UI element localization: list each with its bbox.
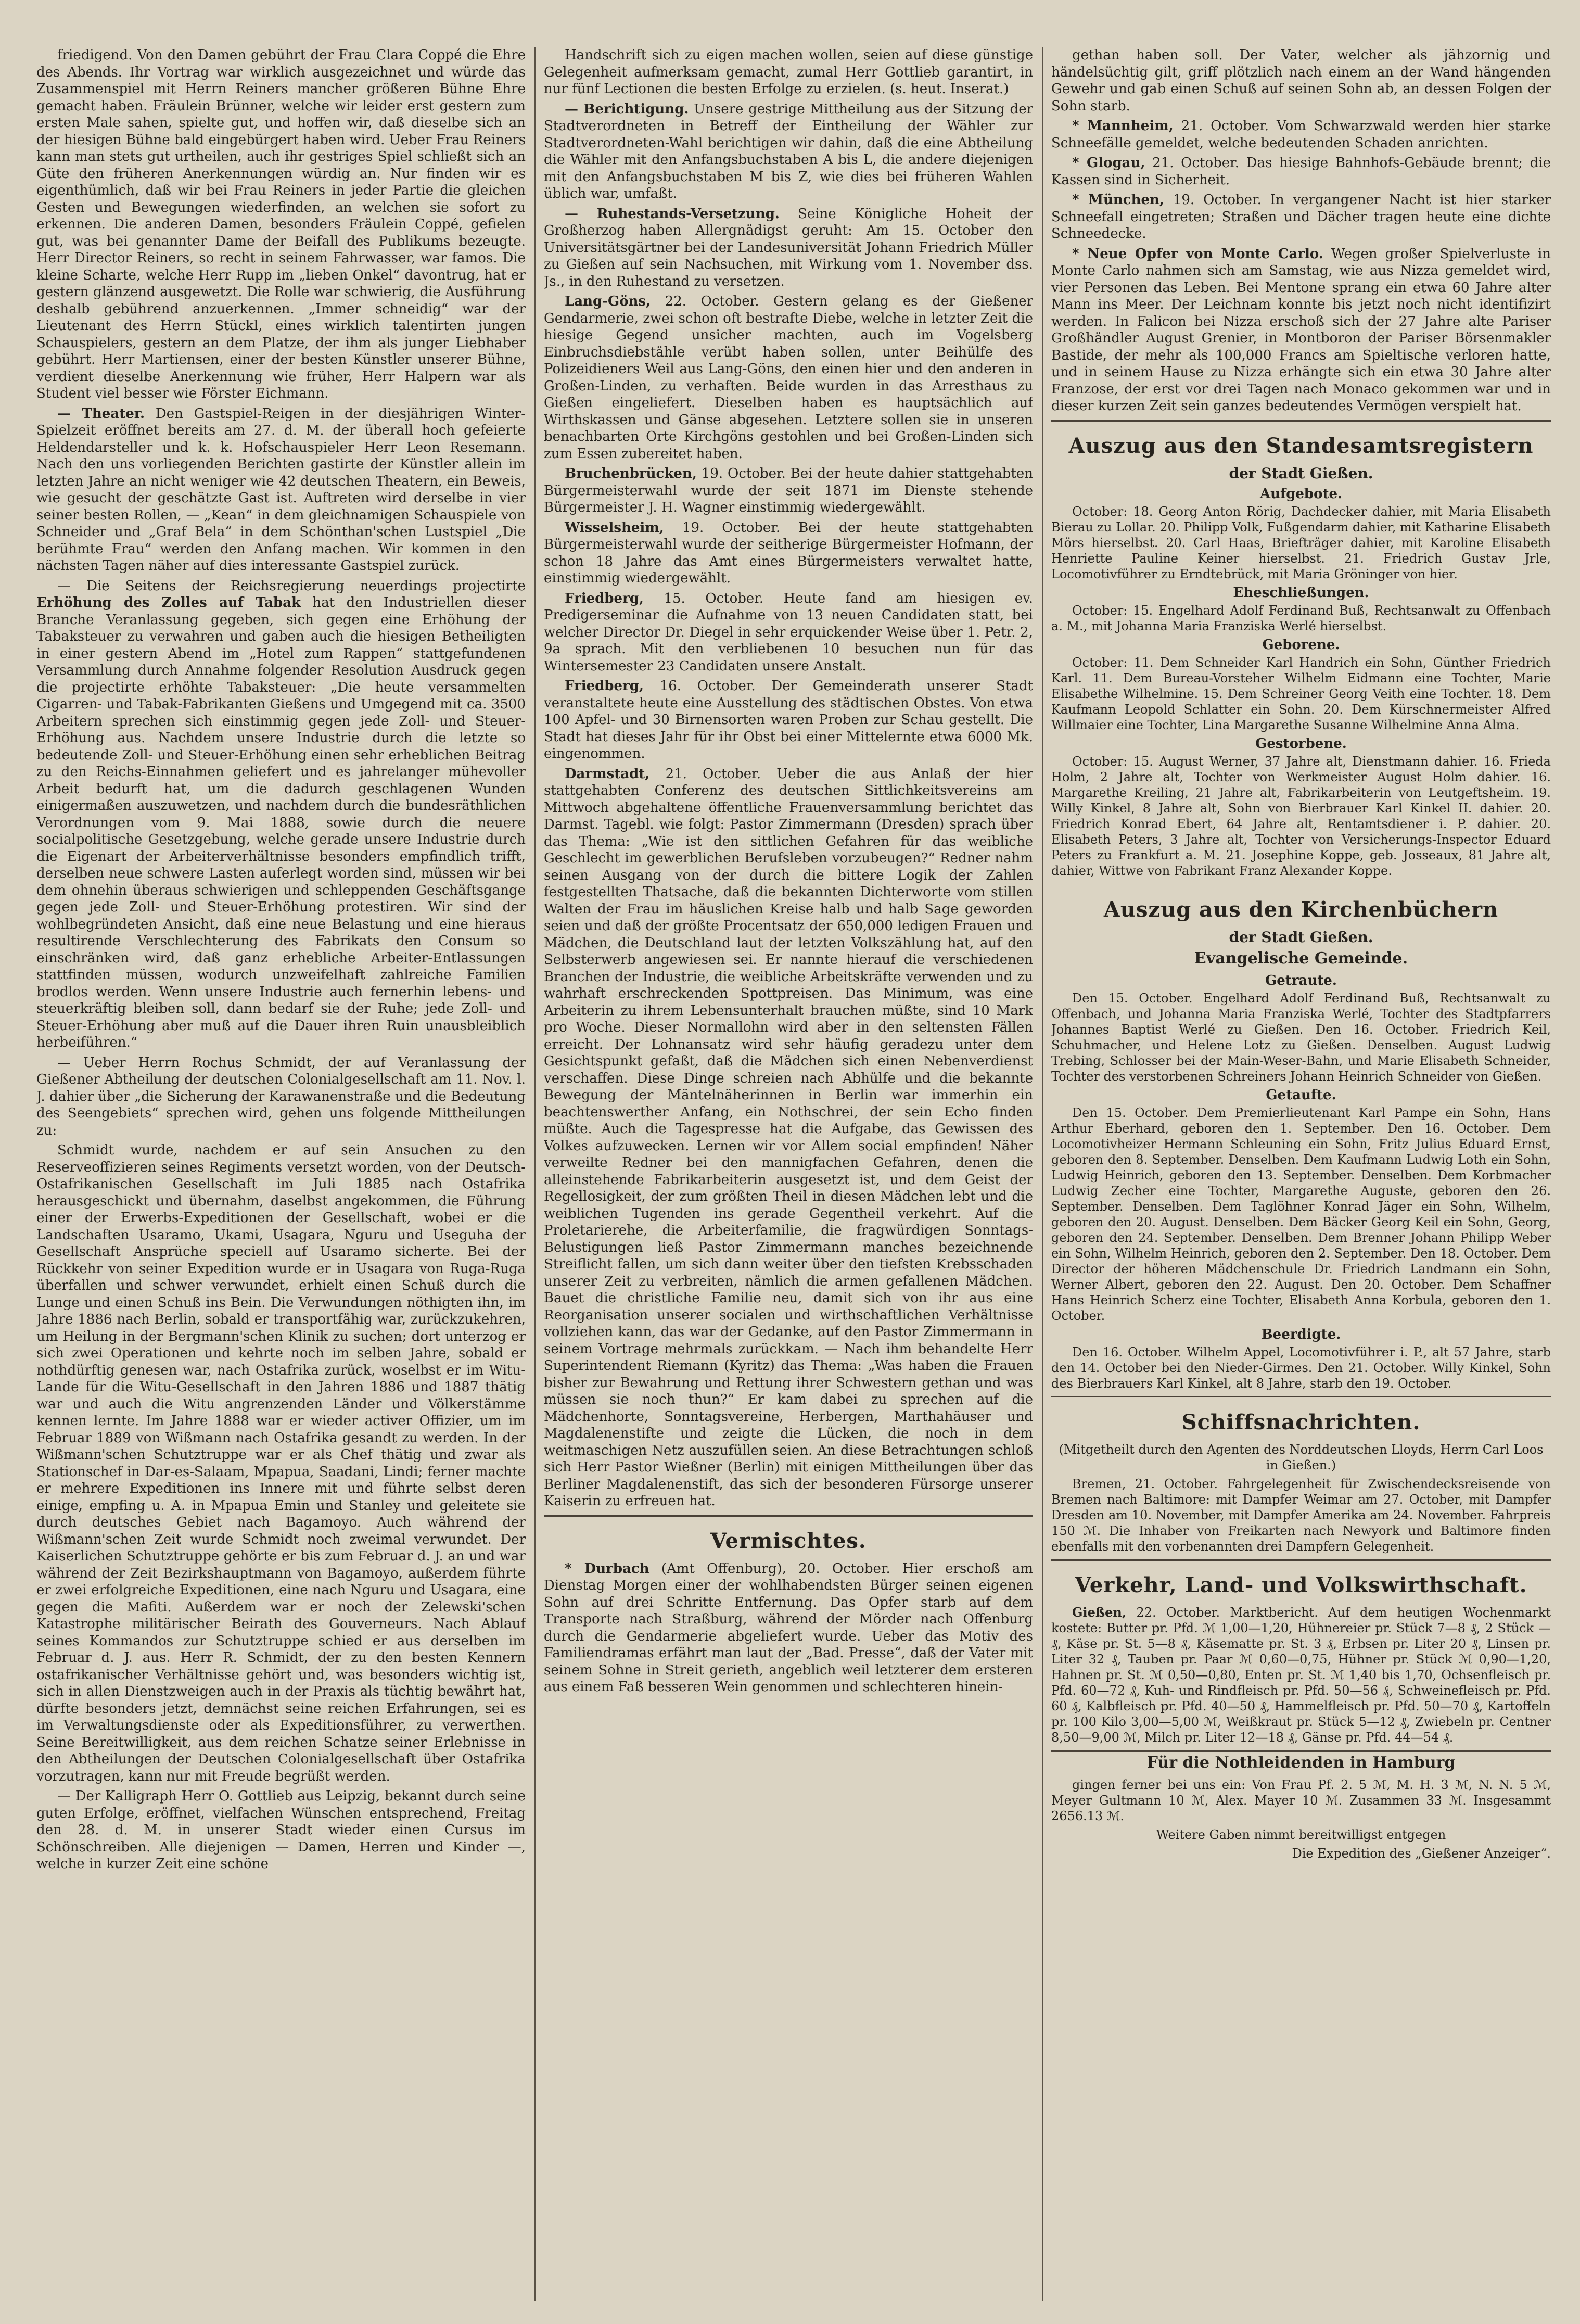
section-heading: Schiffsnachrichten.: [1181, 1409, 1421, 1434]
article-text: 22. October. Gestern gelang es der Gießener Gendarmerie, zwei schon oft bestrafte Diebe, welche in letzter Zeit die hiesige Gegend unsicher machten, auch im Vogelsberg Einbruchsdiebstähle verübt haben sollen, unter Beihülfe des Polizeidieners Weil aus Lang-Göns, den einen hier und den anderen in Großen-Linden, zu verhaften. Beide wurden in das Arresthaus zu Gießen eingeliefert. Dieselben haben es hauptsächlich auf Wirthskassen und Gänse abgesehen. Letztere sollen sie in unseren benachbarten Orte Kirchgöns gestohlen und bei Großen-Linden sich zum Essen zubereitet haben.: [544, 294, 1033, 462]
article-lead: — Ruhestands-Versetzung.: [565, 206, 780, 222]
section-heading: Vermischtes.: [710, 1528, 867, 1553]
article-paragraph: friedigend. Von den Damen gebührt der Frau Clara Coppé die Ehre des Abends. Ihr Vortrag war wirklich ausgezeichnet und würde das Zusammenspiel mit Herrn Reiners mancher größeren Bühne Ehre gemacht haben. Fräulein Brünner, welche wir leider erst gestern zum ersten Male sahen, spielte gut, und hoffen wir, daß dieselbe sich an der hiesigen Bühne bald eingebürgert haben wird. Ueber Frau Reiners kann man stets gut urtheilen, auch ihr gestriges Spiel schließt sich an Güte den früheren Anerkennungen würdig an. Nur finden wir es eigenthümlich, daß wir bei Frau Reiners in jeder Partie die gleichen Gesten und Bewegungen wiederfinden, an welchen sie sofort zu erkennen. Die anderen Damen, besonders Fräulein Coppé, gefielen gut, was bei genannter Dame der Beifall des Publikums bezeugte. Herr Director Reiners, so recht in seinem Fahrwasser, war famos. Die kleine Scharte, welche Herr Rupp im „lieben Onkel“ davontrug, hat er gestern glänzend ausgewetzt. Die Rolle war schwierig, die Ausführung deshalb gebührend anzuerkennen. „Immer schneidig“ war der Lieutenant des Herrn Stückl, eines wirklich talentirten jungen Schauspielers, gestern an dem Platze, der ihm als junger Liebhaber gebührt. Herr Martiensen, einer der besten Künstler unserer Bühne, verdient dieselbe Anerkennung wie früher, Herr Halpern war als Student viel besser wie Förster Eichmann.: [36, 47, 526, 401]
section-kirchenbuecher: [1051, 884, 1551, 1391]
article-lead: — Berichtigung.: [565, 101, 689, 117]
register-entry: October: 15. August Werner, 37 Jahre alt, Dienstmann dahier. 16. Frieda Holm, 2 Jahre alt, Tochter von Werkmeister August Holm dahier. 16. Margarethe Kreiling, 21 Jahre alt, Fabrikarbeiterin von Leutgeftsheim. 19. Willy Kinkel, 8 Jahre alt, Sohn von Bierbrauer Karl Kinkel II. dahier. 20. Friedrich Konrad Ebert, 64 Jahre alt, Rentamtsdiener i. P. dahier. 20. Elisabeth Peters, 3 Jahre alt, Tochter von Versicherungs-Inspector Eduard Peters zu Frankfurt a. M. 21. Josephine Koppe, geb. Josseaux, 81 Jahre alt, dahier, Wittwe von Fabrikant Franz Alexander Koppe.: [1051, 754, 1551, 878]
article-paragraph: [544, 766, 1033, 1510]
article-paragraph: [544, 519, 1033, 587]
category-heading: Getraute.: [1265, 972, 1337, 988]
article-paragraph: [1051, 118, 1551, 151]
category-heading: Eheschließungen.: [1233, 585, 1369, 601]
column-2: [544, 47, 1033, 2301]
article-paragraph: [1051, 1605, 1551, 1745]
article-lead: Friedberg,: [565, 678, 644, 694]
article-text: 21. October. Das hiesige Bahnhofs-Gebäude brennt; die Kassen sind in Sicherheit.: [1051, 155, 1551, 188]
section-heading: Auszug aus den Standesamtsregistern: [1068, 433, 1534, 458]
article-paragraph: gingen ferner bei uns ein: Von Frau Pf. 2. 5 ℳ, M. H. 3 ℳ, N. N. 5 ℳ, Meyer Gultmann 10 ℳ, Alex. Mayer 10 ℳ. Zusammen 33 ℳ. Insgesammt 2656.13 ℳ.: [1051, 1777, 1551, 1823]
article-lead: Friedberg,: [565, 590, 644, 606]
section-heading: Auszug aus den Kirchenbüchern: [1103, 897, 1499, 922]
register-entry: October: 15. Engelhard Adolf Ferdinand Buß, Rechtsanwalt zu Offenbach a. M., mit Johanna Maria Franziska Werlé hierselbst.: [1051, 603, 1551, 633]
article-paragraph: [544, 465, 1033, 516]
article-text: 19. October. Bei der heute dahier stattgehabten Bürgermeisterwahl wurde der seit 1871 im Dienste stehende Bürgermeister J. H. Wagner einstimmig wiedergewählt.: [544, 466, 1033, 515]
article-paragraph: [544, 590, 1033, 675]
article-text: 22. October. Marktbericht. Auf dem heutigen Wochenmarkt kostete: Butter pr. Pfd. ℳ 1,00—1,20, Hühnereier pr. Stück 7—8 ₰, 2 Stück — ₰, Käse pr. St. 5—8 ₰, Käsematte pr. St. 3 ₰, Erbsen pr. Liter 20 ₰, Linsen pr. Liter 32 ₰, Tauben pr. Paar ℳ 0,60—0,75, Hühner pr. Stück ℳ 0,90—1,20, Hahnen pr. St. ℳ 0,50—0,80, Enten pr. St. ℳ 1,40 bis 1,70, Ochsenfleisch pr. Pfd. 60—72 ₰, Kuh- und Rindfleisch pr. Pfd. 50—56 ₰, Schweinefleisch pr. Pfd. 60 ₰, Kalbfleisch pr. Pfd. 40—50 ₰, Hammelfleisch pr. Pfd. 50—70 ₰, Kartoffeln pr. 100 Kilo 3,00—5,00 ℳ, Weißkraut pr. Stück 5—12 ₰, Zwiebeln pr. Centner 8,50—9,00 ℳ, Milch pr. Liter 12—18 ₰, Gänse pr. Pfd. 44—54 ₰.: [1051, 1605, 1551, 1745]
article-paragraph: [1051, 246, 1551, 415]
article-paragraph: [544, 293, 1033, 462]
article-lead: * Durbach: [565, 1560, 649, 1577]
article-lead: Lang-Göns,: [565, 294, 651, 309]
category-heading: Geborene.: [1262, 637, 1340, 653]
article-lead: * Mannheim,: [1072, 118, 1174, 134]
article-paragraph: Handschrift sich zu eigen machen wollen, seien auf diese günstige Gelegenheit aufmerksam gemacht, zumal Herr Gottlieb garantirt, in nur fünf Lectionen die besten Erfolge zu erzielen. (s. heut. Inserat.): [544, 47, 1033, 97]
category-heading: Getaufte.: [1266, 1087, 1336, 1103]
article-text: (Amt Offenburg), 20. October. Hier erschoß am Dienstag Morgen einer der wohlhabendsten Bürger seinen eigenen Sohn auf drei Schritte Entfernung. Das Opfer starb auf dem Transporte nach Straßburg, während der Mörder nach Offenburg durch die Gendarmerie abgeliefert wurde. Ueber das Motiv des Familiendramas erfährt man laut der „Bad. Presse“, daß der Vater mit seinem Sohne in Streit gerieth, angeblich weil letzterer dem ersteren aus einem Faß besseren Wein genommen und schlechteren hinein-: [544, 1560, 1033, 1695]
article-lead: Erhöhung des Zolles auf Tabak: [36, 595, 301, 611]
section-heading: Für die Nothleidenden in Hamburg: [1146, 1753, 1456, 1772]
column-1: [36, 47, 526, 2301]
closing-line: Weitere Gaben nimmt bereitwilligst entgegen: [1156, 1827, 1446, 1842]
article-paragraph: — Ueber Herrn Rochus Schmidt, der auf Veranlassung der Gießener Abtheilung der deutschen Colonialgesellschaft am 11. Nov. l. J. dahier über „die Sicherung der Karawanenstraße und die Bedeutung des Seengebiets“ sprechen wird, gehen uns folgende Mittheilungen zu:: [36, 1055, 526, 1138]
article-paragraph: [544, 101, 1033, 202]
article-lead: * Glogau,: [1072, 155, 1145, 171]
section-subheading: der Stadt Gießen.: [1229, 928, 1373, 946]
article-text: Den Gastspiel-Reigen in der diesjährigen Winter-Spielzeit eröffnet bereits am 27. d. M. der überall hoch gefeierte Heldendarsteller und k. k. Hofschauspieler Herr Leon Resemann. Nach den uns vorliegenden Berichten gastirte der Künstler allein im letzten Jahre an nicht weniger wie 42 deutschen Theatern, ein Beweis, wie gesucht der geschätzte Gast ist. Auftreten wird derselbe in vier seiner besten Rollen, — „Kean“ in dem gleichnamigen Schauspiele von Schneider und „Graf Bela“ in dem Schönthan'schen Lustspiel „Die berühmte Frau“ werden den Anfang machen. Wir kommen in den nächsten Tagen näher auf dies interessante Gastspiel zurück.: [36, 405, 526, 574]
article-paragraph: [544, 206, 1033, 290]
register-entry: Den 16. October. Wilhelm Appel, Locomotivführer i. P., alt 57 Jahre, starb den 14. October bei den Nieder-Girmes. Den 21. October. Willy Kinkel, Sohn des Bierbrauers Karl Kinkel, alt 8 Jahre, starb den 19. October.: [1051, 1344, 1551, 1391]
signature: Die Expedition des „Gießener Anzeiger“.: [1292, 1846, 1551, 1861]
article-lead: * Neue Opfer von Monte Carlo.: [1072, 246, 1323, 262]
section-note: (Mitgetheilt durch den Agenten des Norddeutschen Lloyds, Herrn Carl Loos in Gießen.): [1059, 1442, 1544, 1472]
category-heading: Gestorbene.: [1255, 735, 1347, 752]
article-text: Seine Königliche Hoheit der Großherzog haben Allergnädigst geruht: Am 15. October den Universitätsgärtner bei der Landesuniversität Johann Friedrich Müller zu Gießen auf sein Nachsuchen, mit Wirkung vom 1. November dss. Js., in den Ruhestand zu versetzen.: [544, 206, 1033, 289]
article-paragraph: Schmidt wurde, nachdem er auf sein Ansuchen zu den Reserveoffizieren seines Regiments versetzt worden, von der Deutsch-Ostafrikanischen Gesellschaft im Juli 1885 nach Ostafrika herausgeschickt und übernahm, daselbst angekommen, die Führung einer der Erwerbs-Expeditionen der Gesellschaft, wobei er die Landschaften Usaramo, Ukami, Usagara, Nguru und Useguha der Gesellschaft Ansprüche speciell auf Usaramo sicherte. Bei der Rückkehr von seiner Expedition wurde er in Usagara von Ruga-Ruga überfallen und schwer verwundet, erhielt einen Schuß durch die Lunge und einen Schuß ins Bein. Die Verwundungen nöthigten ihn, im Jahre 1886 nach Berlin, sobald er transportfähig war, zurückzukehren, um Heilung in der Bergmann'schen Klinik zu suchen; dort unterzog er sich zwei Operationen und kehrte noch im selben Jahre, sobald er nothdürftig genesen war, nach Ostafrika zurück, woselbst er im Witu-Lande für die Witu-Gesellschaft in den Jahren 1886 und 1887 thätig war und auch die Witu angrenzenden Länder und Völkerstämme kennen lernte. Im Jahre 1888 war er wieder activer Offizier, um im Februar 1889 von Wißmann nach Ostafrika gesandt zu werden. In der Wißmann'schen Schutztruppe war er als Chef thätig und zwar als Stationschef in Dar-es-Salaam, Mpapua, Saadani, Lindi; ferner machte er mehrere Expeditionen ins Innere mit und führte selbst deren einige, empfing u. A. in Mpapua Emin und Stanley und geleitete sie durch deutsches Gebiet nach Bagamoyo. Auch während der Wißmann'schen Zeit wurde Schmidt noch zweimal verwundet. Der Kaiserlichen Schutztruppe gehörte er bis zum Februar d. J. an und war während der Zeit Bezirkshauptmann von Bagamoyo, außerdem führte er zwei erfolgreiche Expeditionen, eine nach Nguru und Usagara, eine gegen die Mafiti. Außerdem war er noch der Zelewski'schen Katastrophe militärischer Beirath des Gouverneurs. Nach Ablauf seines Kommandos zur Schutztruppe schied er aus derselben im Februar d. J. aus. Herr R. Schmidt, der zu den besten Kennern ostafrikanischer Verhältnisse gehört und, was besonders wichtig ist, sich in allen Dienstzweigen auch in der Praxis als tüchtig bewährt hat, dürfte besonders jetzt, demnächst seine reichen Erfahrungen, sei es im Verwaltungsdienste oder als Expeditionsführer, zu verwerthen. Seine Bereitwilligkeit, aus dem reichen Schatze seiner Erlebnisse in den Abtheilungen der Deutschen Colonialgesellschaft über Ostafrika vorzutragen, kann nur mit Freude begrüßt werden.: [36, 1142, 526, 1784]
article-paragraph: Bremen, 21. October. Fahrgelegenheit für Zwischendecksreisende von Bremen nach Baltimore: mit Dampfer Weimar am 27. October, mit Dampfer Dresden am 10. November, mit Dampfer Amerika am 24. November. Fahrpreis 150 ℳ. Die Inhaber von Freikarten nach Newyork und Baltimore finden ebenfalls mit den vorbenannten drei Dampfern Gelegenheit.: [1051, 1476, 1551, 1554]
column-rule-2: [1042, 47, 1043, 2301]
register-entry: Den 15. October. Engelhard Adolf Ferdinand Buß, Rechtsanwalt zu Offenbach, und Johanna Maria Franziska Werlé, Tochter des Stadtpfarrers Johannes Baptist Werlé zu Gießen. Den 16. October. Friedrich Keil, Schuhmacher, und Helene Lotz zu Gießen. Denselben. August Ludwig Trebing, Schlosser bei der Main-Weser-Bahn, und Marie Elisabeth Schneider, Tochter des verstorbenen Schreiners Johann Heinrich Schneider von Gießen.: [1051, 990, 1551, 1084]
article-paragraph: [544, 678, 1033, 763]
article-text: Unsere gestrige Mittheilung aus der Sitzung der Stadtverordneten in Betreff der Eintheilung der Wähler zur Stadtverordneten-Wahl berichtigen wir dahin, daß die eine Abtheilung die Wähler mit den Anfangsbuchstaben A bis L, die andere diejenigen mit den Anfangsbuchstaben M bis Z, wie dies bei früheren Wahlen üblich war, umfaßt.: [544, 101, 1033, 201]
article-paragraph: gethan haben soll. Der Vater, welcher als jähzornig und händelsüchtig gilt, griff plötzlich nach einem an der Wand hängenden Gewehr und gab einen Schuß auf seinen Sohn ab, an dessen Folgen der Sohn starb.: [1051, 47, 1551, 114]
article-paragraph: [1051, 192, 1551, 243]
section-heading: Verkehr, Land- und Volkswirthschaft.: [1075, 1572, 1527, 1597]
article-paragraph: [1051, 155, 1551, 188]
article-text: hat den Industriellen dieser Branche Veranlassung gegeben, sich gegen eine Erhöhung der Tabaksteuer zu verwahren und gaben auch die hiesigen Betheiligten in einer gestern Abend im „Hotel zum Rappen“ stattgefundenen Versammlung durch Annahme folgender Resolution Ausdruck gegen die projectirte erhöhte Tabaksteuer: „Die heute versammelten Cigarren- und Tabak-Fabrikanten Gießens und Umgegend mit ca. 3500 Arbeitern sprechen sich einstimmig gegen jede Zoll- und Steuer-Erhöhung aus. Nachdem unsere Industrie durch die letzte so bedeutende Zoll- und Steuer-Erhöhung einen sehr erheblichen Beitrag zu den Reichs-Einnahmen geliefert und es jahrelanger mühevoller Arbeit bedurft hat, um die dadurch geschlagenen Wunden einigermaßen auszuwetzen, und nachdem durch die bundesräthlichen Verordnungen vom 9. Mai 1888, sowie durch die neuere socialpolitische Gesetzgebung, welche gerade unsere Industrie durch die Eigenart der Arbeiterverhältnisse besonders empfindlich trifft, derselben neue schwere Lasten auferlegt worden sind, müssen wir bei dem ohnehin überaus schwierigen und schleppenden Geschäftsgange gegen jede Zoll- und Steuer-Erhöhung protestiren. Wir sind der wohlbegründeten Ansicht, daß eine neue Belastung und eine hieraus resultirende Verschlechterung des Fabrikats den Consum so einschränken wird, daß ganz erhebliche Arbeiter-Entlassungen stattfinden müssen, wodurch unzweifelhaft zahlreiche Familien brodlos werden. Wenn unsere Industrie auch fernerhin lebens- und steuerkräftig bleiben soll, dann bedarf sie der Ruhe; jede Zoll- und Steuer-Erhöhung aber muß auf die Dauer ihren Ruin unausbleiblich herbeiführen.“: [36, 595, 526, 1050]
article-text: 15. October. Heute fand am hiesigen ev. Predigerseminar die Aufnahme von 13 neuen Candidaten statt, bei welcher Director Dr. Diegel in sehr erquickender Weise über 1. Petr. 2, 9a sprach. Mit den verbliebenen 10 besuchen nun für das Wintersemester 23 Candidaten unsere Anstalt.: [544, 590, 1033, 674]
article-lead: Wisselsheim,: [565, 519, 664, 536]
article-paragraph: [36, 578, 526, 1051]
article-text: 21. October. Vom Schwarzwald werden hier starke Schneefälle gemeldet, welche bedeutenden Schaden anrichten.: [1051, 118, 1551, 151]
section-schiffsnachrichten: [1051, 1396, 1551, 1554]
article-lead: * München,: [1072, 192, 1165, 208]
register-entry: Den 15. October. Dem Premierlieutenant Karl Pampe ein Sohn, Hans Arthur Eberhard, geboren den 1. September. Den 16. October. Dem Locomotivheizer Hermann Schleuning ein Sohn, Fritz Julius Eduard Ernst, geboren den 8. September. Denselben. Dem Kaufmann Ludwig Loth ein Sohn, Ludwig Heinrich, geboren den 13. September. Denselben. Dem Korbmacher Ludwig Zecher eine Tochter, Margarethe Auguste, geboren den 26. September. Denselben. Dem Taglöhner Konrad Jäger ein Sohn, Wilhelm, geboren den 20. August. Denselben. Dem Bäcker Georg Keil ein Sohn, Georg, geboren den 24. September. Denselben. Dem Brenner Johann Philipp Weber ein Sohn, Wilhelm Heinrich, geboren den 2. September. Den 18. October. Dem Director der höheren Mädchenschule Dr. Friedrich Landmann ein Sohn, Werner Albert, geboren den 22. August. Den 20. October. Dem Schaffner Hans Heinrich Scherz eine Tochter, Elisabeth Anna Korbula, geboren den 1. October.: [1051, 1105, 1551, 1323]
section-nothleidende: [1051, 1750, 1551, 1861]
column-rule-1: [534, 47, 536, 2301]
article-text: 19. October. Bei der heute stattgehabten Bürgermeisterwahl wurde der seitherige Bürgermeister Hofmann, der schon 18 Jahre das Amt eines Bürgermeisters verwaltet hatte, einstimmig wiedergewählt.: [544, 519, 1033, 586]
register-entry: October: 18. Georg Anton Rörig, Dachdecker dahier, mit Maria Elisabeth Bierau zu Lollar. 20. Philipp Volk, Fußgendarm dahier, mit Katharine Elisabeth Mörs hierselbst. 20. Carl Haas, Briefträger dahier, mit Karoline Elisabeth Henriette Pauline Keiner hierselbst. 21. Friedrich Gustav Jrle, Locomotivführer zu Erndtebrück, mit Maria Gröninger von hier.: [1051, 504, 1551, 581]
section-subheading: Evangelische Gemeinde.: [1194, 949, 1408, 968]
article-paragraph: [36, 405, 526, 575]
article-text: Wegen großer Spielverluste in Monte Carlo nahmen sich am Samstag, wie aus Nizza gemeldet wird, vier Personen das Leben. Bei Mentone sprang ein etwa 60 Jahre alter Mann ins Meer. Der Leichnam konnte bis jetzt noch nicht identifizirt werden. In Falicon bei Nizza erschoß sich der 27 Jahre alte Pariser Großhändler August Grenier, in Montboron der Pariser Börsenmakler Bastide, der mehr als 100,000 Francs am Spieltische verloren hatte, und in seinem Hause zu Nizza erhängte sich ein etwa 30 Jahre alter Franzose, der erst vor drei Tagen nach Monaco gekommen war und in dieser kurzen Zeit sein ganzes bedeutendes Vermögen verspielt hat.: [1051, 246, 1551, 414]
section-verkehr: [1051, 1559, 1551, 1745]
article-paragraph: [544, 1560, 1033, 1696]
section-vermischtes: [544, 1515, 1033, 1696]
article-lead: Darmstadt,: [565, 766, 650, 782]
article-text: 21. October. Ueber die aus Anlaß der hier stattgehabten Conferenz des deutschen Sittlichkeitsvereins am Mittwoch abgehaltene öffentliche Frauenversammlung berichtet das Darmst. Tagebl. wie folgt: Pastor Zimmermann (Dresden) sprach über das Thema: „Wie ist den sittlichen Gefahren für das weibliche Geschlecht im gewerblichen Berufsleben vorzubeugen?“ Redner nahm seinen Ausgang von der durch die bittere Logik der Zahlen festgestellten Thatsache, daß die bekannten Dichterworte vom stillen Walten der Frau im häuslichen Kreise halb und halb Sage geworden seien und daß der größte Procentsatz der 650,000 ledigen Frauen und Mädchen, die Deutschland laut der letzten Volkszählung hat, auf den Selbsterwerb angewiesen sei. Er nannte hierauf die verschiedenen Branchen der Industrie, die weibliche Arbeitskräfte verwenden und zu wahrhaft erschreckenden Spottpreisen. Das Minimum, was eine Arbeiterin zu ihrem Lebensunterhalt brauchen müßte, sind 10 Mark pro Woche. Dieser Normallohn wird aber in den seltensten Fällen erreicht. Der Lohnansatz wird sehr häufig geradezu unter dem Gesichtspunkt gefaßt, daß die Mädchen sich einen Nebenverdienst verschaffen. Diese Dinge schreien nach Abhülfe und die bekannte Bewegung der Mäntelnäherinnen in Berlin war immerhin ein beachtenswerther Anfang, ein Nothschrei, der sein Echo finden müßte. Auch die Tagespresse hat die Aufgabe, das Gewissen des Volkes aufzuwecken. Lernen wir vor Allem social empfinden! Näher verweilte Redner bei den mannigfachen Gefahren, denen die alleinstehende Fabrikarbeiterin ausgesetzt ist, und dem Geist der Regellosigkeit, der zum größten Theil in diesen Mädchen lebt und die weiblichen Tugenden ins gerade Gegentheil verkehrt. Auf die Proletarierehe, die Arbeiterfamilie, die fragwürdigen Sonntags-Belustigungen ließ Pastor Zimmermann manches bezeichnende Streiflicht fallen, um sich dann weiter über den tiefsten Krebsschaden unserer Zeit zu verbreiten, nämlich die armen gefallenen Mädchen. Bauet die christliche Familie neu, damit sich von ihr aus eine Reorganisation unserer socialen und wirthschaftlichen Verhältnisse vollziehen kann, das war der Gedanke, auf den Pastor Zimmermann in seinem Vortrage mehrmals zurückkam. — Nach ihm behandelte Herr Superintendent Riemann (Kyritz) das Thema: „Was haben die Frauen bisher zur Bewahrung und Rettung ihrer Schwestern gethan und was müssen sie noch thun?“ Er kam dabei zu sprechen auf die Mädchenhorte, Sonntagsvereine, Herbergen, Marthahäuser und Magdalenenstifte und zeigte die Lücken, die noch in dem weitmaschigen Netz auszufüllen seien. An diese Betrachtungen schloß sich Herr Pastor Wießner (Berlin) mit einigen Mittheilungen über das Berliner Magdalenenstift, das sich der besonderen Fürsorge unserer Kaiserin zu erfreuen hat.: [544, 766, 1033, 1509]
article-paragraph: — Der Kalligraph Herr O. Gottlieb aus Leipzig, bekannt durch seine guten Erfolge, eröffnet, vielfachen Wünschen entsprechend, Freitag den 28. d. M. in unserer Stadt wieder einen Cursus im Schönschreiben. Alle diejenigen — Damen, Herren und Kinder —, welche in kurzer Zeit eine schöne: [36, 1788, 526, 1872]
article-text: — Die Seitens der Reichsregierung neuerdings projectirte: [57, 578, 526, 594]
article-text: 19. October. In vergangener Nacht ist hier starker Schneefall eingetreten; Straßen und Dächer tragen heute eine dichte Schneedecke.: [1051, 192, 1551, 242]
article-text: 16. October. Der Gemeinderath unserer Stadt veranstaltete heute eine Ausstellung des städtischen Obstes. Von etwa 100 Apfel- und 30 Birnensorten waren Proben zur Schau gestellt. Die Stadt hat dieses Jahr für ihr Obst bei einer Mittelernte etwa 6000 Mk. eingenommen.: [544, 678, 1033, 761]
article-lead: — Theater.: [57, 405, 145, 422]
column-3: [1051, 47, 1551, 2301]
category-heading: Beerdigte.: [1261, 1326, 1341, 1342]
section-standesamt: [1051, 420, 1551, 879]
register-entry: October: 11. Dem Schneider Karl Handrich ein Sohn, Günther Friedrich Karl. 11. Dem Bureau-Vorsteher Wilhelm Eidmann eine Tochter, Marie Elisabethe Wilhelmine. 15. Dem Schreiner Georg Veith eine Tochter. 18. Dem Kaufmann Leopold Schlatter ein Sohn. 20. Dem Kürschnermeister Alfred Willmaier eine Tochter, Lina Margarethe Susanne Wilhelmine Anna Alma.: [1051, 655, 1551, 732]
category-heading: Aufgebote.: [1259, 486, 1343, 502]
article-lead: Bruchenbrücken,: [565, 466, 697, 481]
article-lead: Gießen,: [1072, 1604, 1127, 1620]
section-subheading: der Stadt Gießen.: [1229, 464, 1373, 482]
